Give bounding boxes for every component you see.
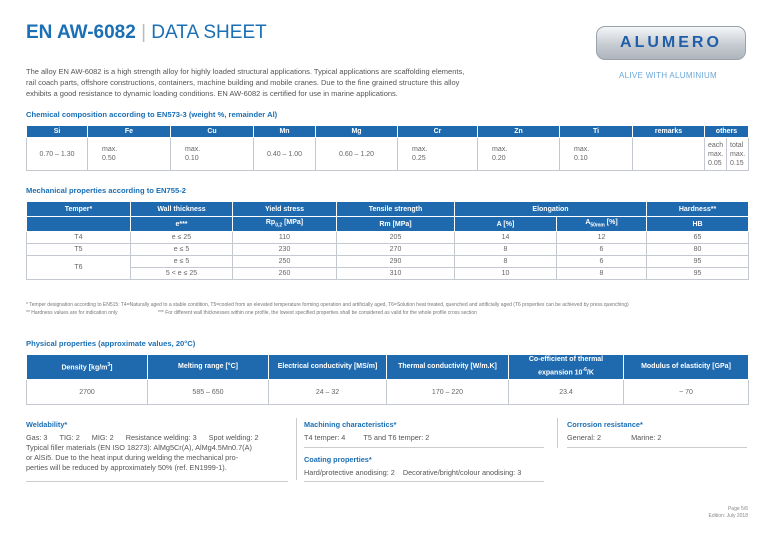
col-fe: Fe: [88, 126, 171, 138]
weldability-title: Weldability*: [26, 420, 68, 429]
cell-others-each: each max. 0.05: [705, 138, 727, 171]
col-elongation: Elongation: [455, 202, 647, 217]
sub-e: e***: [131, 217, 233, 232]
mechanical-table: [26, 201, 749, 280]
col-hardness: Hardness**: [647, 202, 749, 217]
col-yield-stress: Yield stress: [233, 202, 337, 217]
chemical-value-row: [27, 138, 749, 171]
cell-fe: max. 0.50: [88, 138, 171, 171]
sub-hb: HB: [647, 217, 749, 232]
alumero-logo: [596, 26, 746, 60]
sub-rp: $Rp_{0,2}$ [MPa]: [233, 217, 337, 232]
col-remarks: remarks: [633, 126, 705, 138]
mechanical-subheader-row: [27, 217, 749, 232]
divider: [557, 418, 558, 448]
col-zn: Zn: [478, 126, 560, 138]
footnote-wall-thickness: *** For different wall thicknesses within one profile, the lowest specified properties shall be considered as valid for the whole profile cross section: [158, 310, 477, 316]
cell-cu: max. 0.10: [171, 138, 254, 171]
machining-title: Machining characteristics*: [304, 420, 397, 429]
sub-a: A [%]: [455, 217, 557, 232]
cell-si: 0.70 – 1.30: [27, 138, 88, 171]
physical-value-row: 2700 585 – 650 24 – 32 170 – 220 23.4 ~ 70: [27, 380, 749, 405]
cell-remarks: [633, 138, 705, 171]
cell-others-total: total max. 0.15: [727, 138, 749, 171]
divider: [304, 481, 544, 482]
physical-table: [26, 354, 749, 405]
chemical-header-row: [27, 126, 749, 138]
cell-mn: 0.40 – 1.00: [254, 138, 316, 171]
physical-section-title: Physical properties (approximate values, 20°C): [26, 339, 196, 348]
machining-block: Machining characteristics* T4 temper: 4 T5 and T6 temper: 2: [304, 420, 549, 443]
col-others: others: [705, 126, 749, 138]
table-row: T5 e ≤ 5 230 270 8 6 80: [27, 244, 749, 256]
col-si: Si: [27, 126, 88, 138]
col-tensile-strength: Tensile strength: [337, 202, 455, 217]
col-thermal-expansion: Co-efficient of thermal expansion $10^{-6}/K$: [509, 355, 624, 380]
coating-block: Coating properties* Hard/protective anodising: 2 Decorative/bright/colour anodising: 3: [304, 455, 549, 478]
corrosion-title: Corrosion resistance*: [567, 420, 643, 429]
sub-rm: Rm [MPa]: [337, 217, 455, 232]
table-row: T4 e ≤ 25 110 205 14 12 65: [27, 232, 749, 244]
title-datasheet: DATA SHEET: [151, 22, 267, 43]
logo-text: ALUMERO: [620, 34, 722, 51]
col-thermal-conductivity: Thermal conductivity [W/m.K]: [387, 355, 509, 380]
title-separator: |: [141, 22, 147, 43]
col-cu: Cu: [171, 126, 254, 138]
tagline: ALIVE WITH ALUMINIUM: [619, 71, 718, 80]
col-wall-thickness: Wall thickness: [131, 202, 233, 217]
page-number: Page 5/6: [727, 506, 748, 512]
footnote-temper: * Temper designation according to EN515: T4=Naturally aged to a stable condition, T5=cooled from an elevated temperature forming operation and artificially aged, T6=Solution heat treated, quenched and artificially aged (T6 properties can be achieved by press quenching): [26, 302, 629, 308]
cell-mg: 0.60 – 1.20: [316, 138, 398, 171]
table-row: T6 e ≤ 5 250 290 8 6 95: [27, 256, 749, 268]
mechanical-section-title: Mechanical properties according to EN755-2: [26, 186, 186, 195]
page-title: [26, 22, 267, 44]
mechanical-header-row: [27, 202, 749, 217]
divider: [296, 418, 297, 480]
chemical-section-title: Chemical composition according to EN573-3 (weight %, remainder Al): [26, 110, 278, 119]
cell-ti: max. 0.10: [560, 138, 633, 171]
table-row: 5 < e ≤ 25 260 310 10 8 95: [27, 268, 749, 280]
cell-zn: max. 0.20: [478, 138, 560, 171]
chemical-table: [26, 125, 749, 171]
coating-title: Coating properties*: [304, 455, 372, 464]
corrosion-block: Corrosion resistance* General: 2 Marine: 2: [567, 420, 747, 443]
intro-paragraph: The alloy EN AW-6082 is a high strength alloy for highly loaded structural applications. Typical applications are scaffolding elements, rail coach parts, offshore constructions, containers, machine building and mobile cranes. Due to the fine grained structure this alloy exhibits a good resistance to dynamic loading conditions. EN AW-6082 is certified for use in marine applications.: [26, 67, 465, 98]
col-mn: Mn: [254, 126, 316, 138]
col-modulus: Modulus of elasticity [GPa]: [624, 355, 749, 380]
col-ti: Ti: [560, 126, 633, 138]
divider: [567, 447, 747, 448]
col-temper: Temper*: [27, 202, 131, 217]
col-electrical-conductivity: Electrical conductivity [MS/m]: [269, 355, 387, 380]
col-melting-range: Melting range [°C]: [148, 355, 269, 380]
col-cr: Cr: [398, 126, 478, 138]
col-density: Density $[kg/m^3]$: [27, 355, 148, 380]
col-mg: Mg: [316, 126, 398, 138]
sub-a50: $A_{50mm}$ [%]: [557, 217, 647, 232]
weldability-block: Weldability* Gas: 3 TIG: 2 MIG: 2 Resistance welding: 3 Spot welding: 2 Typical filler materials (EN ISO 18273): AlMg5Cr(A), AlMg4.5Mn0.7(A) or AlSi5. Due to the heat input during welding the mechanical pro- perties will be reduced by approximately 50% (ref. EN1999-1).: [26, 420, 296, 473]
edition-date: Edition: July 2018: [708, 513, 748, 519]
footnote-hardness: ** Hardness values are for indication only: [26, 310, 118, 316]
divider: [304, 447, 544, 448]
physical-header-row: [27, 355, 749, 380]
divider: [26, 481, 288, 482]
title-alloy: EN AW-6082: [26, 22, 136, 43]
cell-cr: max. 0.25: [398, 138, 478, 171]
